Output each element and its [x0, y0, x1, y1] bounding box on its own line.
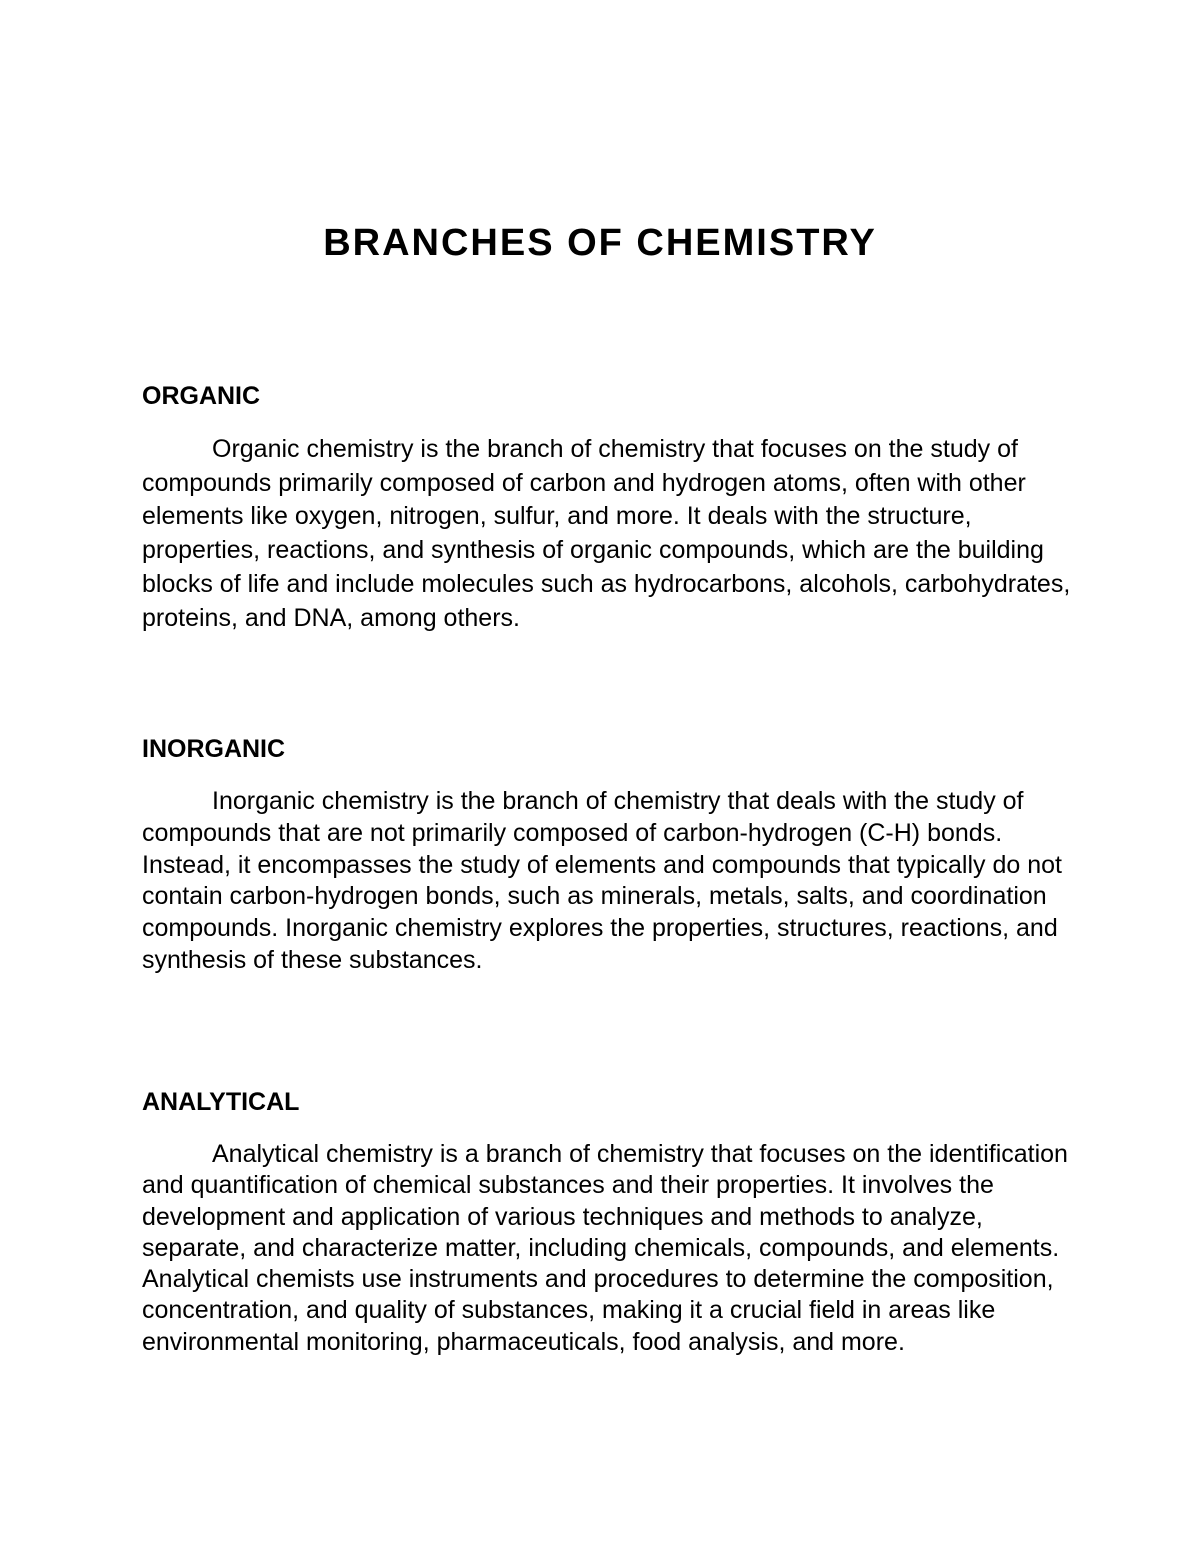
- section-body: Inorganic chemistry is the branch of chemistry that deals with the study of compounds that are not primarily composed of carbon-hydrogen (C-H) bonds. Instead, it encompasses the study of elements and compounds that typically do not contain carbon-hydrogen bonds, such as minerals, metals, salts, and coordination compounds. Inorganic chemistry explores the properties, structures, reactions, and synthesis of these substances.: [142, 787, 1062, 974]
- section-organic: [142, 381, 1072, 635]
- section-heading: INORGANIC: [142, 735, 286, 763]
- section-body: Analytical chemistry is a branch of chemistry that focuses on the identification and quantification of chemical substances and their properties. It involves the development and application of various techniques and methods to analyze, separate, and characterize matter, including chemicals, compounds, and elements. Analytical chemists use instruments and procedures to determine the composition, concentration, and quality of substances, making it a crucial field in areas like environmental monitoring, pharmaceuticals, food analysis, and more.: [142, 1140, 1068, 1356]
- section-body: Organic chemistry is the branch of chemistry that focuses on the study of compounds primarily composed of carbon and hydrogen atoms, often with other elements like oxygen, nitrogen, sulfur, and more. It deals with the structure, properties, reactions, and synthesis of organic compounds, which are the building blocks of life and include molecules such as hydrocarbons, alcohols, carbohydrates, proteins, and DNA, among others.: [142, 435, 1071, 632]
- section-heading: ORGANIC: [142, 382, 261, 410]
- document-title: BRANCHES OF CHEMISTRY: [323, 222, 877, 264]
- section-heading: ANALYTICAL: [142, 1088, 300, 1116]
- section-analytical: [142, 1087, 1072, 1358]
- section-inorganic: [142, 734, 1072, 977]
